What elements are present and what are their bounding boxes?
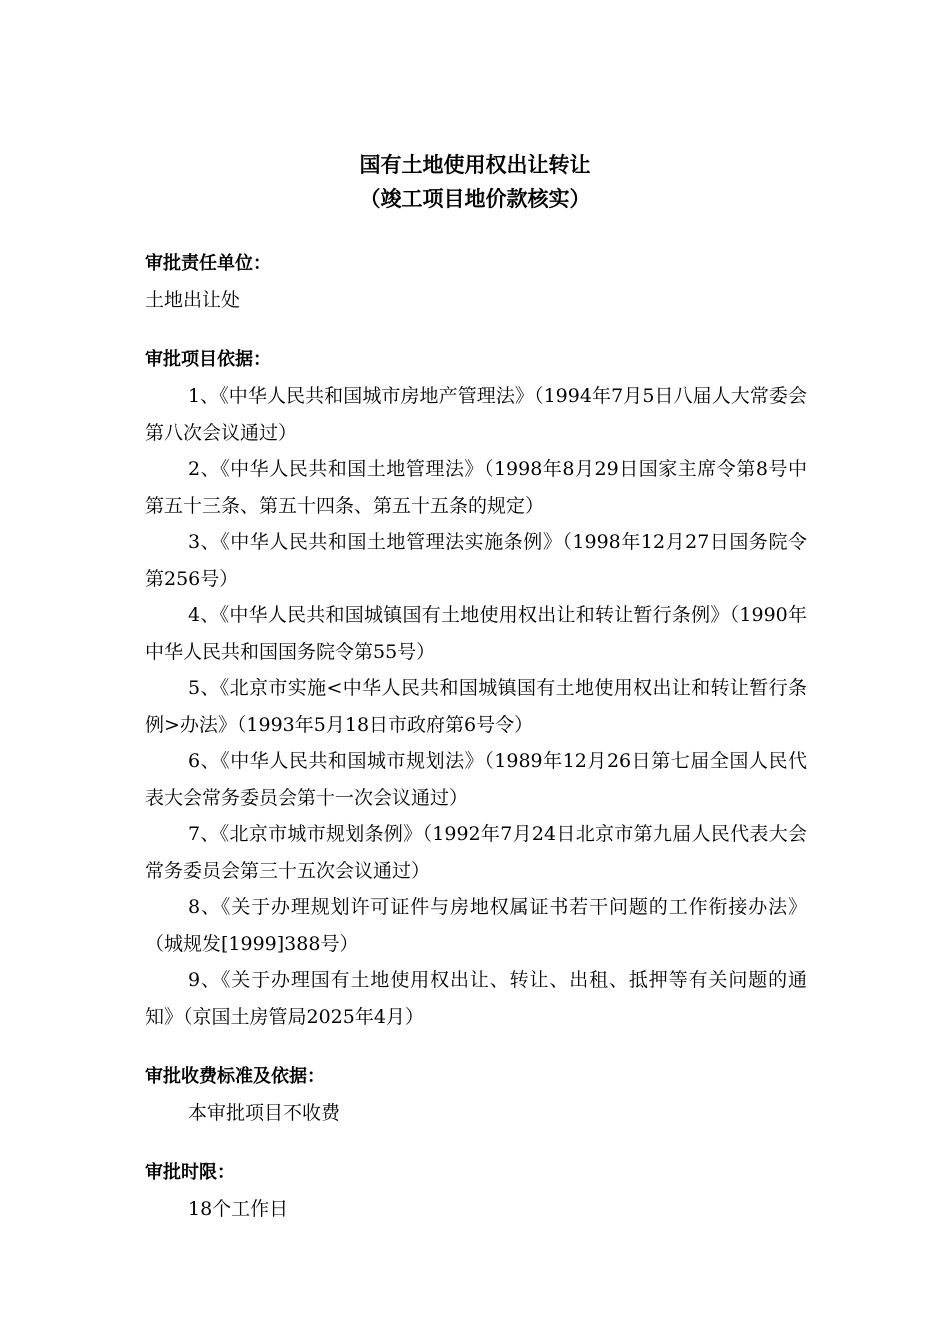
- section-legal-basis: [145, 342, 807, 1035]
- legal-basis-item: 9、《关于办理国有土地使用权出让、转让、出租、抵押等有关问题的通知》（京国土房管局2025年4月）: [145, 969, 807, 1028]
- legal-basis-item: 2、《中华人民共和国土地管理法》（1998年8月29日国家主席令第8号中第五十三条、第五十四条、第五十五条的规定）: [145, 458, 807, 517]
- legal-basis-item: 6、《中华人民共和国城市规划法》（1989年12月26日第七届全国人民代表大会常务委员会第十一次会议通过）: [145, 750, 807, 809]
- responsible-unit-heading: 审批责任单位：: [145, 253, 271, 274]
- legal-basis-item: 4、《中华人民共和国城镇国有土地使用权出让和转让暂行条例》（1990年中华人民共和国国务院令第55号）: [145, 604, 807, 663]
- legal-basis-item: 8、《关于办理规划许可证件与房地权属证书若干问题的工作衔接办法》（城规发[1999]388号）: [145, 896, 807, 955]
- section-fee: [145, 1059, 807, 1131]
- responsible-unit-value: 土地出让处: [145, 289, 241, 311]
- title-main: 国有土地使用权出让转让: [359, 152, 591, 177]
- legal-basis-item: 1、《中华人民共和国城市房地产管理法》（1994年7月5日八届人大常委会第八次会议通过）: [145, 385, 807, 444]
- legal-basis-list: [145, 378, 807, 1035]
- section-time-limit: [145, 1155, 807, 1227]
- legal-basis-item: 5、《北京市实施<中华人民共和国城镇国有土地使用权出让和转让暂行条例>办法》（1993年5月18日市政府第6号令）: [145, 677, 807, 736]
- fee-value: 本审批项目不收费: [188, 1102, 341, 1124]
- legal-basis-heading: 审批项目依据：: [145, 349, 271, 370]
- time-limit-heading: 审批时限：: [145, 1162, 235, 1183]
- document-body: [145, 246, 807, 1227]
- section-responsible-unit: [145, 246, 807, 318]
- time-limit-value: 18个工作日: [188, 1198, 289, 1220]
- document-title: [0, 148, 950, 216]
- legal-basis-item: 3、《中华人民共和国土地管理法实施条例》（1998年12月27日国务院令第256号）: [145, 531, 807, 590]
- fee-heading: 审批收费标准及依据：: [145, 1066, 325, 1087]
- legal-basis-item: 7、《北京市城市规划条例》（1992年7月24日北京市第九届人民代表大会常务委员会第三十五次会议通过）: [145, 823, 807, 882]
- title-subtitle: （竣工项目地价款核实）: [359, 186, 591, 211]
